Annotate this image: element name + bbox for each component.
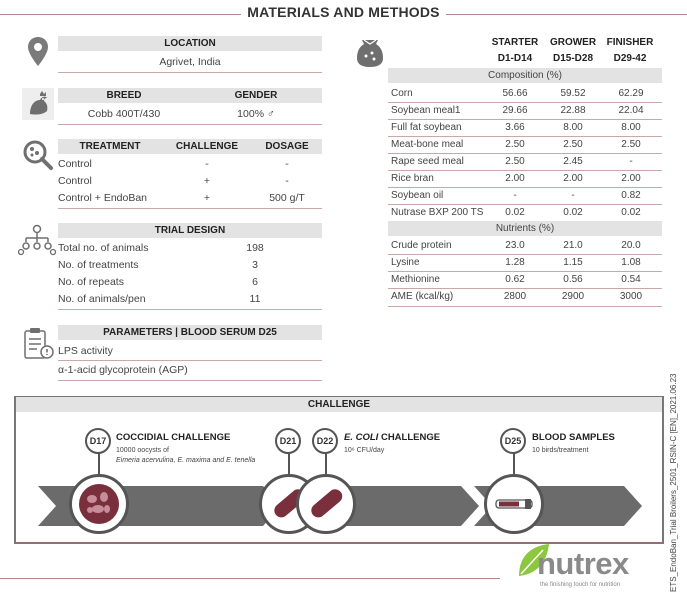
col-starter: STARTER D1-D14 [491, 37, 539, 64]
gender-header: GENDER [190, 88, 322, 103]
challenge-header: CHALLENGE [16, 397, 662, 412]
challenge-col-header: CHALLENGE [162, 139, 252, 154]
composition-table: Corn 56.66 59.52 62.29 Soybean meal1 29.66 22.88 22.04 Full fat soybean 3.66 8.00 8.00 Meat-bone meal 2.50 2.50 2.50 Rape seed meal 2.50 2.45 - Rice bran 2.00 2.00 2.00 Soybean oil - - 0.82 Nutrase BXP 200 TS 0.02 0.02 0.02 [388, 85, 662, 221]
treatment-row-3: Control + EndoBan [58, 192, 148, 204]
nutrients-label: Nutrients (%) [388, 221, 662, 236]
coccidial-title: COCCIDIAL CHALLENGE [116, 432, 231, 443]
location-value: Agrivet, India [159, 56, 221, 68]
location-header: LOCATION [58, 36, 322, 51]
treatment-header: TREATMENT [58, 139, 162, 154]
treatment-row-2: Control [58, 175, 92, 187]
parameter-item: α-1-acid glycoprotein (AGP) [58, 364, 188, 376]
gender-value: 100% ♂ [237, 108, 275, 120]
blood-tube-circle [484, 474, 544, 534]
day-badge-d22: D22 [312, 428, 338, 454]
trial-header: TRIAL DESIGN [58, 223, 322, 238]
oocyst-circle [69, 474, 129, 534]
day-badge-d25: D25 [500, 428, 526, 454]
brand-tagline: the finishing touch for nutrition [540, 582, 621, 588]
day-badge-d17: D17 [85, 428, 111, 454]
blood-title: BLOOD SAMPLES [532, 432, 615, 443]
feed-bag-icon [352, 34, 388, 70]
parameters-header: PARAMETERS | BLOOD SERUM D25 [58, 325, 322, 340]
composition-label: Composition (%) [388, 68, 662, 83]
dosage-header: DOSAGE [252, 139, 322, 154]
hierarchy-icon [18, 224, 54, 260]
day-badge-d21: D21 [275, 428, 301, 454]
brand-name: nutrex [537, 546, 629, 581]
col-finisher: FINISHER D29-42 [606, 37, 654, 64]
col-grower: GROWER D15-D28 [549, 37, 597, 64]
clipboard-icon [20, 326, 56, 362]
oocyst-icon [72, 477, 126, 531]
page-title: MATERIALS AND METHODS [0, 4, 687, 20]
chicken-icon [20, 86, 56, 122]
bacteria-icon [299, 477, 353, 531]
magnifier-icon [20, 138, 56, 174]
treatment-row-1: Control [58, 158, 92, 170]
bacteria-circle [296, 474, 356, 534]
location-pin-icon [20, 34, 56, 70]
ecoli-title: E. COLI CHALLENGE [344, 432, 441, 443]
nutrients-table: Crude protein 23.0 21.0 20.0 Lysine 1.28 1.15 1.08 Methionine 0.62 0.56 0.54 AME (kcal/kg) 2800 2900 3000 [388, 237, 662, 305]
blood-tube-icon [487, 477, 541, 531]
breed-header: BREED [58, 88, 190, 103]
breed-value: Cobb 400T/430 [87, 108, 161, 120]
parameter-item: LPS activity [58, 345, 113, 357]
document-code: ETS_EndoBan_Trial Broilers_2501_RSIN-C [EN]_2021.06.23 [669, 373, 678, 592]
